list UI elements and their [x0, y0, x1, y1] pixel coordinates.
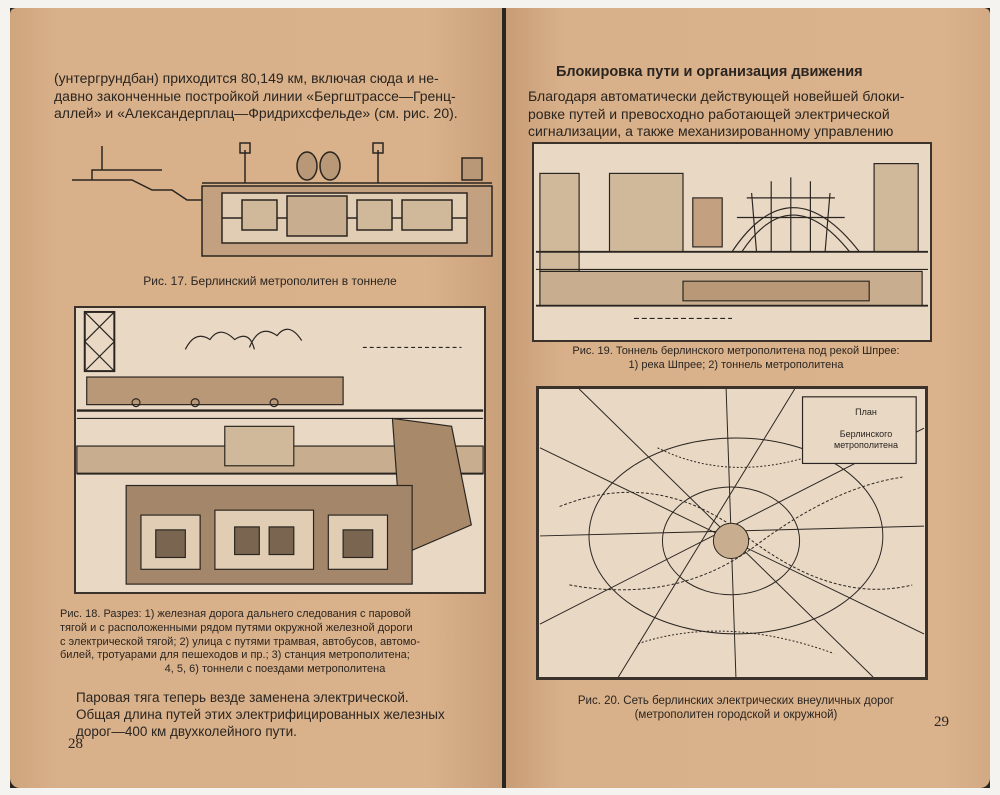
- caption-line: 1) река Шпрее; 2) тоннель метрополитена: [628, 358, 844, 371]
- figure-20-berlin-metro-map: [536, 386, 928, 680]
- caption-line: билей, тротуарами для пешеходов и пр.; 3) станция метрополитена;: [60, 649, 410, 662]
- caption-line: Рис. 18. Разрез: 1) железная дорога дальнего следования с паровой: [60, 608, 411, 620]
- caption-line: тягой и с расположенными рядом путями окружной железной дороги: [60, 621, 413, 634]
- left-bottom-paragraph: [76, 690, 496, 741]
- text-line: дорог—400 км двухколейного пути.: [76, 723, 297, 739]
- right-page: [506, 8, 990, 788]
- text-line: Паровая тяга теперь везде заменена электрической.: [76, 690, 409, 705]
- figure-17-caption: Рис. 17. Берлинский метрополитен в тоннеле: [143, 274, 397, 288]
- figure-18-caption: [60, 608, 490, 677]
- text-line: сигнализации, а также механизированному управлению: [528, 123, 894, 139]
- map-label-subtitle: Берлинского метрополитена: [834, 428, 898, 451]
- right-heading: Блокировка пути и организация движения: [556, 64, 863, 80]
- page-number-right: 29: [934, 714, 949, 730]
- text-line: давно законченные постройкой линии «Бергштрассе—Гренц-: [54, 87, 456, 104]
- caption-line: с электрической тягой; 2) улица с путями трамвая, автобусов, автомо-: [60, 635, 421, 648]
- text-line: Общая длина путей этих электрифицированных железных: [76, 706, 445, 722]
- text-line: аллей» и «Александерплац—Фридрихсфельде» (см. рис. 20).: [54, 105, 458, 121]
- caption-line: 4, 5, 6) тоннели с поездами метрополитена: [164, 663, 386, 675]
- right-intro-paragraph: [528, 88, 968, 141]
- figure-17-tunnel-section: [72, 138, 502, 263]
- left-intro-paragraph: [54, 70, 494, 123]
- map-legend-box: [811, 399, 921, 452]
- text-line: ровке путей и превосходно работающей электрической: [528, 105, 890, 122]
- figure-20-caption: [536, 694, 936, 723]
- text-line: Благодаря автоматически действующей новейшей блоки-: [528, 88, 905, 104]
- page-number-left: 28: [68, 736, 83, 752]
- map-label-title: План: [855, 407, 877, 417]
- figure-19-caption: [526, 345, 946, 373]
- figure-18-cross-section: [74, 306, 486, 594]
- left-page: [10, 8, 502, 788]
- book-spread: [10, 8, 990, 788]
- text-line: (унтергрундбан) приходится 80,149 км, включая сюда и не-: [54, 70, 439, 86]
- caption-line: (метрополитен городской и окружной): [634, 709, 838, 722]
- caption-line: Рис. 20. Сеть берлинских электрических внеуличных дорог: [577, 695, 895, 707]
- caption-line: Рис. 19. Тоннель берлинского метрополитена под рекой Шпрее:: [572, 345, 900, 357]
- figure-19-spree-tunnel: [532, 142, 932, 342]
